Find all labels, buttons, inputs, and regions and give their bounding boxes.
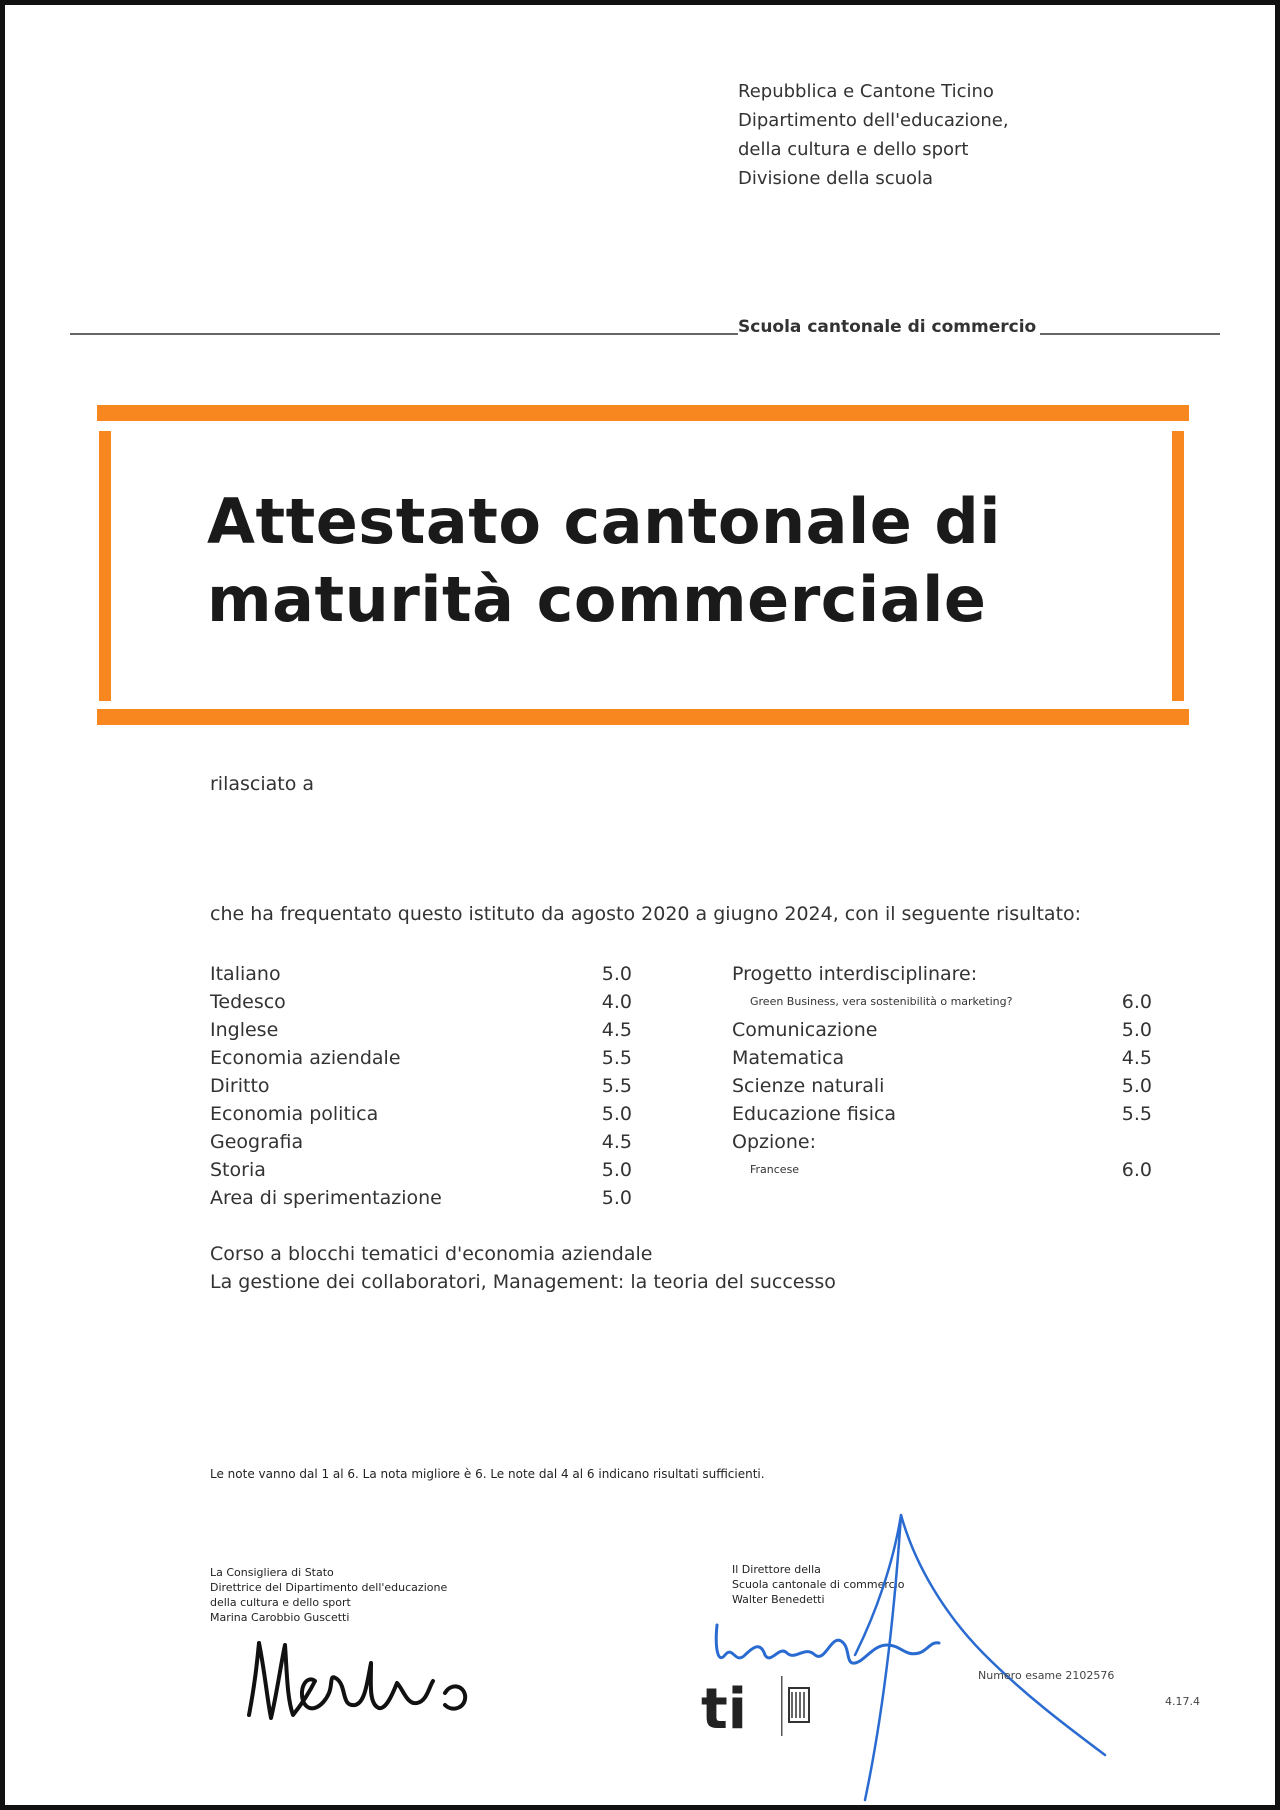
grade-value: 4.5	[601, 1131, 632, 1153]
grade-value: 6.0	[1121, 991, 1152, 1013]
subject-label: Tedesco	[210, 991, 286, 1013]
document-code: 4.17.4	[1165, 1695, 1200, 1708]
ticino-logo-icon	[695, 1670, 820, 1742]
title-border-top	[97, 405, 1189, 421]
signature-right	[705, 1505, 1165, 1805]
grade-value: 5.0	[1121, 1019, 1152, 1041]
grade-row	[210, 1072, 632, 1100]
subject-label: Scienze naturali	[732, 1075, 885, 1097]
issued-to-label: rilasciato a	[210, 773, 315, 795]
course-line-2: La gestione dei collaboratori, Management: la teoria del successo	[210, 1271, 836, 1293]
grade-value: 5.0	[601, 963, 632, 985]
grades-right-column	[732, 960, 1152, 1184]
title-border-left	[99, 431, 111, 701]
grade-value: 5.0	[601, 1103, 632, 1125]
grade-value: 4.5	[1121, 1047, 1152, 1069]
grade-row	[732, 988, 1152, 1016]
signatory-left	[210, 1565, 447, 1625]
signatory-line: Marina Carobbio Guscetti	[210, 1611, 350, 1624]
signatory-line: La Consigliera di Stato	[210, 1566, 334, 1579]
grade-row	[210, 1044, 632, 1072]
grade-row	[210, 960, 632, 988]
header-divider	[70, 333, 1220, 335]
grade-value: 5.0	[1121, 1075, 1152, 1097]
grade-value: 5.0	[601, 1187, 632, 1209]
signatory-line: Scuola cantonale di commercio	[732, 1578, 905, 1591]
grade-value: 5.5	[601, 1075, 632, 1097]
grade-row	[210, 988, 632, 1016]
subject-label: Diritto	[210, 1075, 270, 1097]
school-name: Scuola cantonale di commercio	[738, 317, 1040, 337]
option-detail: Francese	[750, 1163, 800, 1176]
grade-row	[732, 960, 1152, 988]
logo-text: ti	[701, 1677, 747, 1742]
subject-label: Inglese	[210, 1019, 279, 1041]
subject-label: Matematica	[732, 1047, 845, 1069]
grade-value: 5.5	[1121, 1103, 1152, 1125]
course-line-1: Corso a blocchi tematici d'economia aziendale	[210, 1243, 653, 1265]
grade-value: 5.0	[601, 1159, 632, 1181]
header-line: Repubblica e Cantone Ticino	[738, 81, 994, 102]
signatory-line: Walter Benedetti	[732, 1593, 825, 1606]
document-title	[207, 483, 1001, 639]
grade-value: 4.5	[601, 1019, 632, 1041]
subject-label: Storia	[210, 1159, 266, 1181]
header-line: della cultura e dello sport	[738, 139, 969, 160]
subject-label: Area di sperimentazione	[210, 1187, 442, 1209]
subject-label: Italiano	[210, 963, 281, 985]
subject-label: Economia politica	[210, 1103, 379, 1125]
grade-value: 6.0	[1121, 1159, 1152, 1181]
title-line-1: Attestato cantonale di	[207, 485, 1001, 558]
subject-label: Geografia	[210, 1131, 304, 1153]
issuer-header	[738, 77, 1009, 193]
grade-row	[210, 1100, 632, 1128]
subject-label: Comunicazione	[732, 1019, 878, 1041]
grade-row	[732, 1072, 1152, 1100]
grade-value: 5.5	[601, 1047, 632, 1069]
grades-left-column	[210, 960, 632, 1212]
signatory-line: della cultura e dello sport	[210, 1596, 351, 1609]
ticino-logo	[695, 1670, 820, 1742]
grade-value: 4.0	[601, 991, 632, 1013]
grade-row	[732, 1156, 1152, 1184]
grading-footnote: Le note vanno dal 1 al 6. La nota migliore è 6. Le note dal 4 al 6 indicano risultati sufficienti.	[210, 1467, 765, 1481]
title-box	[97, 405, 1189, 725]
title-border-right	[1172, 431, 1184, 701]
option-heading: Opzione:	[732, 1131, 817, 1153]
title-line-2: maturità commerciale	[207, 563, 987, 636]
grade-row	[210, 1016, 632, 1044]
signatory-line: Direttrice del Dipartimento dell'educazione	[210, 1581, 448, 1594]
grade-row	[732, 1044, 1152, 1072]
header-line: Dipartimento dell'educazione,	[738, 110, 1009, 131]
signatory-line: Il Direttore della	[732, 1563, 821, 1576]
project-detail: Green Business, vera sostenibilità o marketing?	[750, 995, 1013, 1008]
signature-left	[237, 1623, 517, 1733]
project-heading: Progetto interdisciplinare:	[732, 963, 978, 985]
grade-row	[732, 1100, 1152, 1128]
subject-label: Economia aziendale	[210, 1047, 401, 1069]
title-border-bottom	[97, 709, 1189, 725]
exam-number: Numero esame 2102576	[978, 1669, 1115, 1682]
grade-row	[732, 1016, 1152, 1044]
subject-label: Educazione fisica	[732, 1103, 897, 1125]
grade-row	[210, 1128, 632, 1156]
grade-row	[210, 1184, 632, 1212]
header-line: Divisione della scuola	[738, 168, 934, 189]
grade-row	[210, 1156, 632, 1184]
grade-row	[732, 1128, 1152, 1156]
intro-text: che ha frequentato questo istituto da agosto 2020 a giugno 2024, con il seguente risultato:	[210, 903, 1082, 925]
